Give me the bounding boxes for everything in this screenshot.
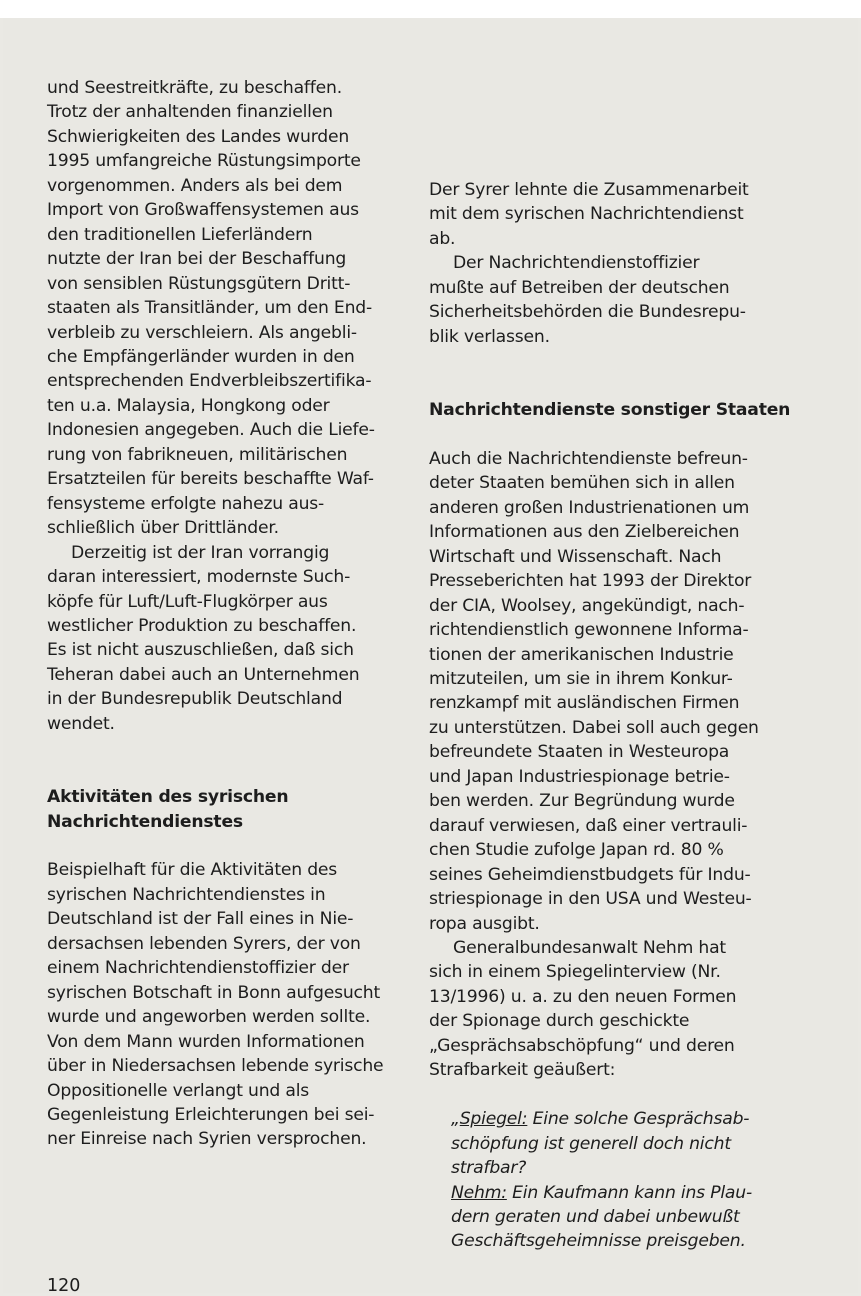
text-line: Import von Großwaffensystemen aus (47, 200, 359, 221)
text-line: schließlich über Drittländer. (47, 518, 279, 539)
text-line: verbleib zu verschleiern. Als angebli- (47, 322, 357, 343)
spacer (429, 1083, 779, 1107)
text-line: über in Niedersachsen lebende syrische (47, 1056, 384, 1077)
text-line: Der Syrer lehnte die Zusammenarbeit (429, 180, 749, 200)
text-line: wurde und angeworben werden sollte. (47, 1007, 371, 1028)
text-line: richtendienstlich gewonnene Informa- (429, 620, 749, 641)
quote-open-mark: „ (451, 1109, 460, 1130)
text-line: köpfe für Luft/Luft-Flugkörper aus (47, 591, 328, 612)
spacer (47, 761, 402, 785)
page-number: 120 (47, 1276, 81, 1296)
text-line: zu unterstützen. Dabei soll auch gegen (429, 717, 759, 738)
text-line: daran interessiert, modernste Such- (47, 567, 351, 588)
text-line: Geschäftsgeheimnisse preisgeben. (451, 1231, 746, 1252)
text-line: entsprechenden Endverbleibszertifika- (47, 371, 372, 392)
text-line: „Gesprächsabschöpfung“ und deren (429, 1035, 735, 1056)
spacer (429, 349, 779, 373)
text-line: ner Einreise nach Syrien versprochen. (47, 1129, 367, 1150)
question-text: Eine solche Gesprächsab- (527, 1109, 750, 1130)
text-line: ab. (429, 228, 456, 249)
section-heading-syrian-intelligence (47, 785, 402, 834)
text-line: der CIA, Woolsey, angekündigt, nach- (429, 595, 745, 616)
text-line: Informationen aus den Zielbereichen (429, 522, 740, 543)
text-line: befreundete Staaten in Westeuropa (429, 742, 730, 763)
text-line: Aktivitäten des syrischen (47, 787, 289, 808)
text-line: wendet. (47, 713, 115, 734)
text-line: Der Nachrichtendienstoffizier (453, 253, 700, 274)
spacer (429, 423, 779, 447)
text-line: in der Bundesrepublik Deutschland (47, 689, 343, 710)
text-line: Es ist nicht auszuschließen, daß sich (47, 640, 354, 661)
text-line: Sicherheitsbehörden die Bundesrepu- (429, 302, 746, 323)
text-line: renzkampf mit ausländischen Firmen (429, 693, 740, 714)
text-line: Auch die Nachrichtendienste befreun- (429, 448, 748, 469)
quote-line (451, 1181, 779, 1205)
text-line: den traditionellen Lieferländern (47, 224, 313, 245)
left-column (47, 76, 402, 1152)
text-line: Indonesien angegeben. Auch die Liefe- (47, 420, 375, 441)
text-line: 13/1996) u. a. zu den neuen Formen (429, 986, 737, 1007)
quote-line (451, 1107, 779, 1131)
text-line: und Seestreitkräfte, zu beschaffen. (47, 78, 342, 98)
text-line: fensysteme erfolgte nahezu aus- (47, 493, 325, 514)
text-line: schöpfung ist generell doch nicht (451, 1133, 731, 1154)
syrer-refusal-paragraph (429, 178, 779, 251)
text-line: und Japan Industriespionage betrie- (429, 766, 730, 787)
speaker-spiegel: Spiegel: (459, 1109, 528, 1130)
text-line: mit dem syrischen Nachrichtendienst (429, 204, 744, 225)
document-page (3, 18, 858, 1296)
text-line: nutzte der Iran bei der Beschaffung (47, 249, 347, 270)
text-line: Deutschland ist der Fall eines in Nie- (47, 909, 354, 930)
section-heading-other-states: Nachrichtendienste sonstiger Staaten (429, 400, 791, 421)
text-line: deter Staaten bemühen sich in allen (429, 473, 735, 494)
text-line: ropa ausgibt. (429, 913, 540, 934)
text-line: strafbar? (451, 1158, 527, 1179)
text-line: che Empfängerländer wurden in den (47, 346, 355, 367)
text-line: ten u.a. Malaysia, Hongkong oder (47, 395, 330, 416)
text-line: blik verlassen. (429, 326, 550, 347)
iran-seeker-heads-paragraph (47, 541, 402, 737)
text-line: Gegenleistung Erleichterungen bei sei- (47, 1104, 375, 1125)
text-line: syrischen Botschaft in Bonn aufgesucht (47, 982, 381, 1003)
text-line: ben werden. Zur Begründung wurde (429, 791, 735, 812)
spacer (47, 834, 402, 858)
text-line: westlicher Produktion zu beschaffen. (47, 615, 357, 636)
text-line: Derzeitig ist der Iran vorrangig (71, 542, 330, 563)
text-line: anderen großen Industrienationen um (429, 497, 750, 518)
text-line: mußte auf Betreiben der deutschen (429, 277, 730, 298)
text-line: Strafbarkeit geäußert: (429, 1060, 616, 1081)
text-line: dersachsen lebenden Syrers, der von (47, 933, 361, 954)
text-line: 1995 umfangreiche Rüstungsimporte (47, 151, 361, 172)
answer-rest (451, 1205, 779, 1254)
text-line: dern geraten und dabei unbewußt (451, 1206, 740, 1227)
question-rest (451, 1132, 779, 1181)
iran-arms-paragraph (47, 76, 402, 541)
text-line: von sensiblen Rüstungsgütern Dritt- (47, 273, 351, 294)
interview-quote (429, 1107, 779, 1254)
text-line: Von dem Mann wurden Informationen (47, 1031, 365, 1052)
nehm-interview-paragraph (429, 936, 779, 1083)
text-line: vorgenommen. Anders als bei dem (47, 175, 343, 196)
spacer (47, 736, 402, 760)
text-line: Ersatzteilen für bereits beschaffte Waf- (47, 469, 374, 490)
text-line: syrischen Nachrichtendienstes in (47, 884, 326, 905)
text-line: chen Studie zufolge Japan rd. 80 % (429, 840, 724, 861)
speaker-nehm: Nehm: (451, 1182, 507, 1203)
top-scan-margin (0, 0, 861, 18)
syrian-case-paragraph (47, 858, 402, 1151)
text-line: Beispielhaft für die Aktivitäten des (47, 860, 338, 881)
text-line: Teheran dabei auch an Unternehmen (47, 664, 360, 685)
spacer (429, 374, 779, 398)
text-line: rung von fabrikneuen, militärischen (47, 444, 348, 465)
text-line: Presseberichten hat 1993 der Direktor (429, 571, 752, 592)
text-line: Trotz der anhaltenden finanziellen (47, 102, 333, 123)
text-line: striespionage in den USA und Westeu- (429, 889, 752, 910)
right-column (429, 178, 791, 1254)
officer-expelled-paragraph (429, 251, 779, 349)
text-line: tionen der amerikanischen Industrie (429, 644, 734, 665)
text-line: Generalbundesanwalt Nehm hat (453, 938, 726, 958)
text-line: Oppositionelle verlangt und als (47, 1080, 310, 1101)
text-line: der Spionage durch geschickte (429, 1011, 690, 1032)
text-line: sich in einem Spiegelinterview (Nr. (429, 962, 721, 983)
text-line: mitzuteilen, um sie in ihrem Konkur- (429, 669, 733, 690)
text-line: Schwierigkeiten des Landes wurden (47, 126, 350, 147)
text-line: Nachrichtendienstes (47, 811, 243, 832)
text-line: einem Nachrichtendienstoffizier der (47, 958, 349, 979)
text-line: seines Geheimdienstbudgets für Indu- (429, 864, 751, 885)
text-line: Wirtschaft und Wissenschaft. Nach (429, 546, 722, 567)
text-line: darauf verwiesen, daß einer vertrauli- (429, 815, 748, 836)
friendly-states-paragraph (429, 447, 779, 936)
answer-text: Ein Kaufmann kann ins Plau- (506, 1182, 752, 1203)
text-line: staaten als Transitländer, um den End- (47, 298, 372, 319)
